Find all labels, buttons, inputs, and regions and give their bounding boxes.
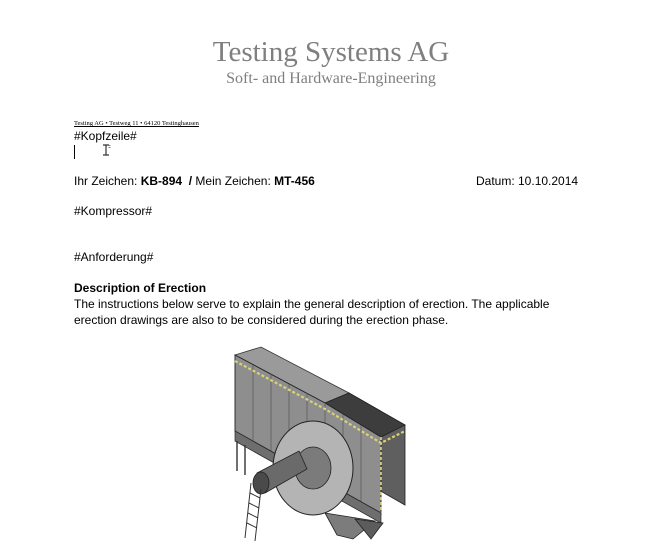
section-body: The instructions below serve to explain the general description of erection. The applicable erection drawings are also to be considered during the erection phase.: [74, 297, 550, 327]
compressor-placeholder[interactable]: #Kompressor#: [74, 204, 153, 218]
my-reference-value[interactable]: MT-456: [274, 174, 315, 188]
date-field[interactable]: Datum: 10.10.2014: [476, 174, 579, 188]
requirement-placeholder[interactable]: #Anforderung#: [74, 250, 154, 264]
your-reference-value[interactable]: KB-894: [140, 174, 183, 188]
text-caret[interactable]: [74, 145, 75, 159]
my-reference-label: Mein Zeichen:: [195, 174, 275, 188]
erection-drawing-image: [225, 343, 420, 543]
company-name: Testing Systems AG: [212, 36, 450, 68]
sender-address-line: Testing AG • Testweg 11 • 64120 Testinghausen: [74, 120, 199, 127]
your-reference-label: Ihr Zeichen:: [74, 174, 141, 188]
reference-separator: /: [182, 174, 196, 188]
header-placeholder[interactable]: #Kopfzeile#: [74, 129, 137, 143]
section-heading: Description of Erection: [74, 281, 207, 295]
text-cursor-icon: [101, 144, 111, 156]
company-subtitle: Soft- and Hardware-Engineering: [226, 70, 436, 87]
reference-line: [74, 174, 315, 189]
